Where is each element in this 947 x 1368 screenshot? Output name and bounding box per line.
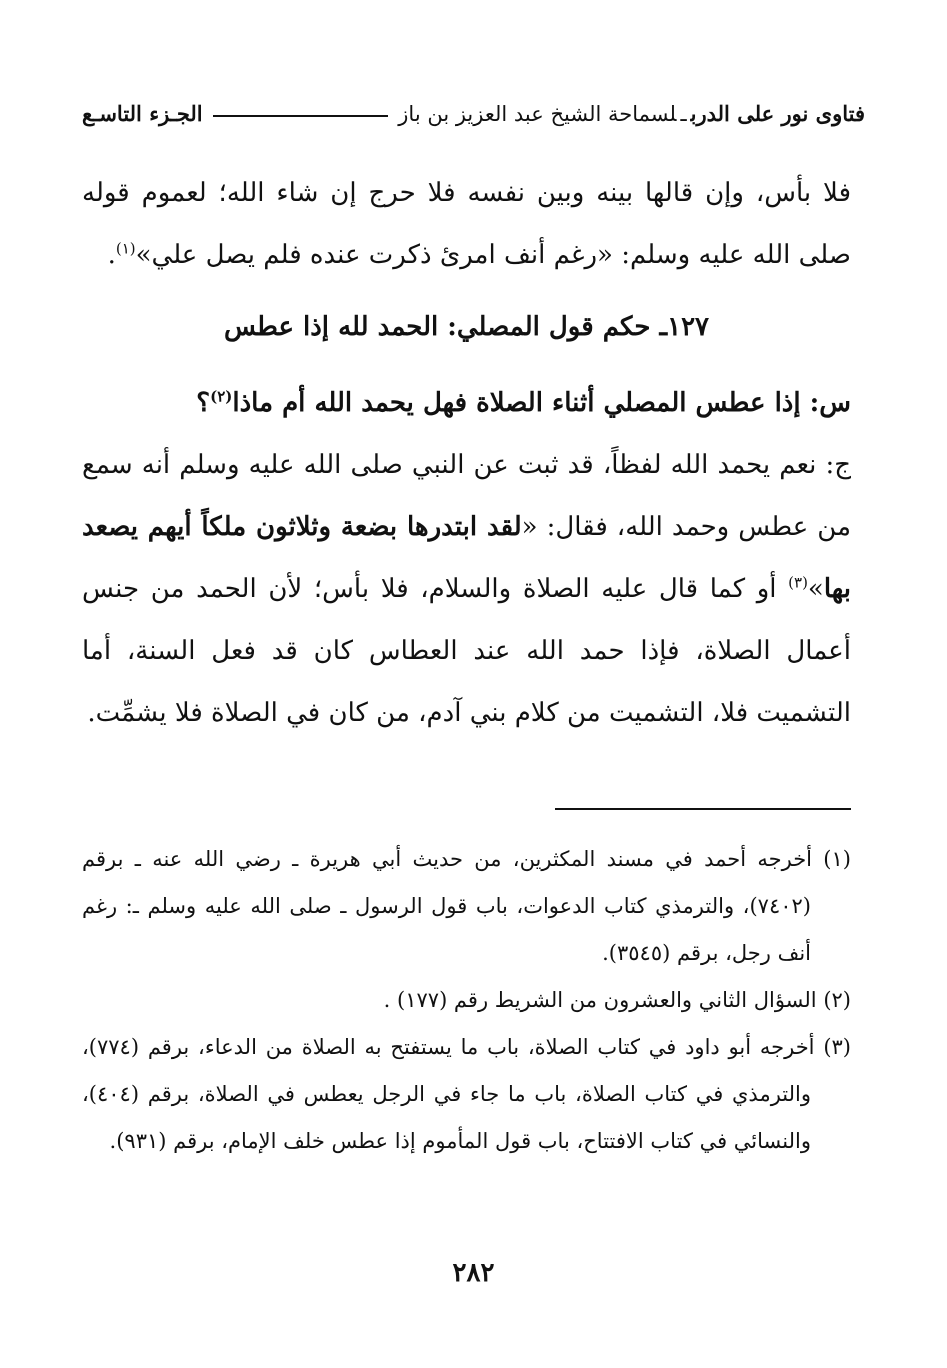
header-dash: ـ xyxy=(680,101,687,126)
footnote-separator xyxy=(555,808,851,810)
intro-text: فلا بأس، وإن قالها بينه وبين نفسه فلا حرج إن شاء الله؛ لعموم قوله صلى الله عليه وسلم: «رغم أنف امرئ ذكرت عنده فلم يصل علي» xyxy=(82,178,851,270)
volume-label: الجـزء التاسـع xyxy=(82,100,203,126)
footnote-ref-3: (٣) xyxy=(788,573,808,592)
footnote-2: (٢) السؤال الثاني والعشرون من الشريط رقم (١٧٧) . xyxy=(383,988,851,1012)
footnote-1: (١) أخرجه أحمد في مسند المكثرين، من حديث أبي هريرة ـ رضي الله عنه ـ برقم (٧٤٠٢)، والترمذي كتاب الدعوات، باب قول الرسول ـ صلى الله عليه وسلم ـ: رغم أنف رجل، برقم (٣٥٤٥). xyxy=(82,847,851,965)
quote-close: » xyxy=(807,574,824,604)
main-text xyxy=(82,162,851,744)
header-rule xyxy=(213,115,389,117)
answer-paragraph xyxy=(82,434,851,744)
footnote-ref-2: (٢) xyxy=(210,387,233,406)
question-end: ؟ xyxy=(196,388,211,418)
running-header xyxy=(82,96,865,130)
section-heading: ١٢٧ـ حكم قول المصلي: الحمد لله إذا عطس xyxy=(223,312,710,342)
answer-end: أو كما قال عليه الصلاة والسلام، فلا بأس؛ لأن الحمد من جنس أعمال الصلاة، فإذا حمد الله عند العطاس كان قد فعل السنة، أما التشميت فلا، التشميت من كلام بني آدم، من كان في الصلاة فلا يشمِّت. xyxy=(82,574,851,728)
hadith-quote: لقد ابتدرها بضعة وثلاثون ملكاً أيهم يصعد بها xyxy=(82,512,851,604)
answer-start: ج: نعم يحمد الله لفظاً، قد ثبت عن النبي صلى الله عليه وسلم أنه سمع من عطس وحمد الله، فقال: « xyxy=(82,450,852,542)
footnote-ref-1: (١) xyxy=(115,239,136,258)
question-paragraph xyxy=(82,372,851,434)
author-name: لسماحة الشيخ عبد العزيز بن باز xyxy=(398,101,677,126)
footnotes xyxy=(82,836,851,1165)
intro-end: . xyxy=(107,240,116,270)
question-text: س: إذا عطس المصلي أثناء الصلاة فهل يحمد الله أم ماذا xyxy=(232,388,851,418)
footnote-3: (٣) أخرجه أبو داود في كتاب الصلاة، باب ما يستفتح به الصلاة من الدعاء، برقم (٧٧٤)، والترمذي في كتاب الصلاة، باب ما جاء في الرجل يعطس في الصلاة، برقم (٤٠٤)، والنسائي في كتاب الافتتاح، باب قول المأموم إذا عطس خلف الإمام، برقم (٩٣١). xyxy=(82,1035,851,1153)
book-title: فتاوى نور على الدرب xyxy=(690,100,865,126)
page-number: ٢٨٢ xyxy=(452,1258,495,1288)
header-title-group xyxy=(398,101,865,126)
intro-paragraph xyxy=(82,162,851,286)
